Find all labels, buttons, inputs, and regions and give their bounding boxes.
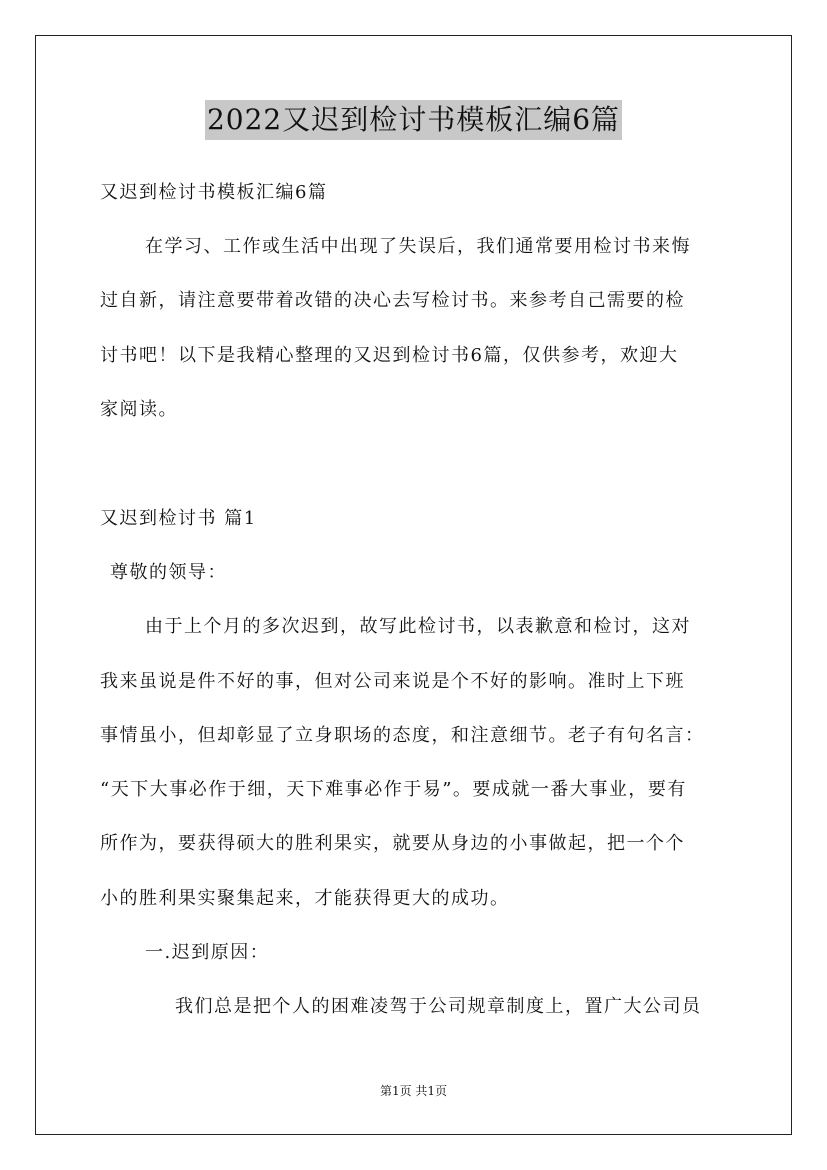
section-heading: 又迟到检讨书 篇1 — [100, 508, 257, 529]
intro-line: 家阅读。 — [100, 399, 178, 420]
intro-line: 讨书吧！以下是我精心整理的又迟到检讨书6篇，仅供参考，欢迎大 — [100, 345, 679, 366]
title-container — [0, 100, 827, 140]
intro-line: 在学习、工作或生活中出现了失误后，我们通常要用检讨书来悔 — [145, 236, 691, 257]
body-line: 由于上个月的多次迟到，故写此检讨书，以表歉意和检讨，这对 — [145, 616, 691, 637]
intro-line: 过自新，请注意要带着改错的决心去写检讨书。来参考自己需要的检 — [100, 290, 685, 311]
body-line: “天下大事必作于细，天下难事必作于易”。要成就一番大事业，要有 — [100, 779, 687, 800]
salutation: 尊敬的领导： — [110, 562, 227, 583]
reason-line: 我们总是把个人的困难凌驾于公司规章制度上，置广大公司员 — [175, 996, 702, 1017]
reason-heading: 一.迟到原因： — [145, 942, 270, 963]
page-footer: 第1页 共1页 — [379, 1084, 448, 1098]
body-line: 我来虽说是件不好的事，但对公司来说是个不好的影响。准时上下班 — [100, 671, 685, 692]
document-subtitle: 又迟到检讨书模板汇编6篇 — [100, 182, 328, 203]
body-line: 小的胜利果实聚集起来，才能获得更大的成功。 — [100, 888, 510, 909]
body-line: 事情虽小，但却彰显了立身职场的态度，和注意细节。老子有句名言： — [100, 725, 705, 746]
document-title: 2022又迟到检讨书模板汇编6篇 — [205, 100, 622, 140]
body-line: 所作为，要获得硕大的胜利果实，就要从身边的小事做起，把一个个 — [100, 833, 685, 854]
